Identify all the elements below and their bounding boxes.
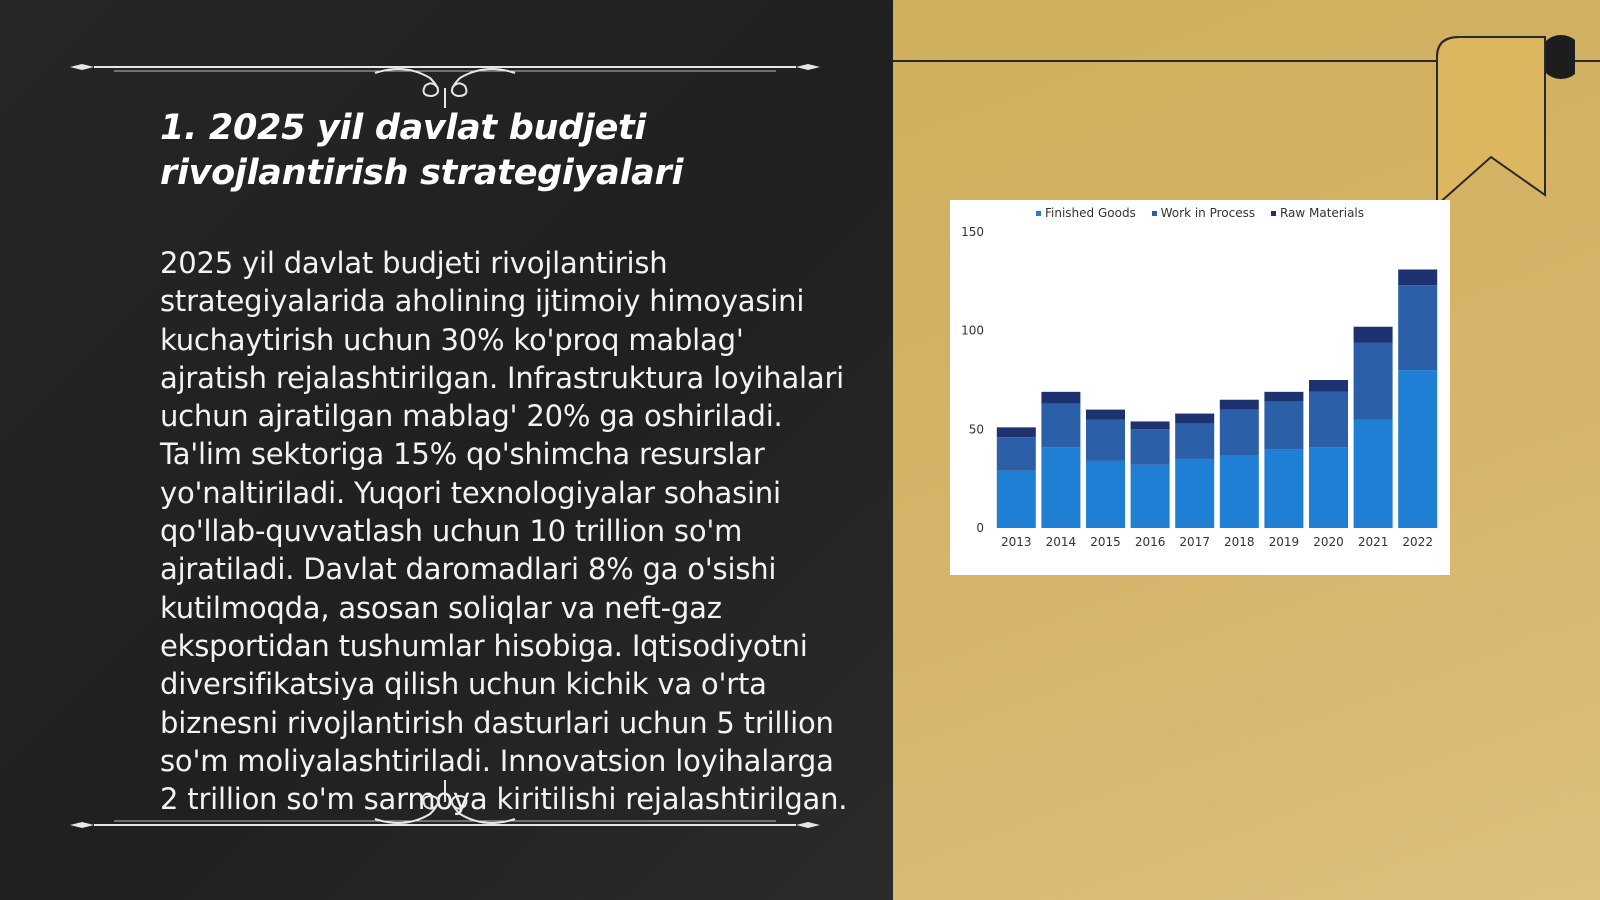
bar-segment-raw-materials-2018 <box>1220 400 1259 410</box>
bar-segment-raw-materials-2013 <box>997 427 1036 437</box>
bar-segment-work-in-process-2018 <box>1220 410 1259 455</box>
bar-segment-work-in-process-2013 <box>997 437 1036 471</box>
x-tick-label: 2022 <box>1402 535 1433 549</box>
bar-segment-finished-goods-2013 <box>997 471 1036 528</box>
bar-segment-work-in-process-2021 <box>1354 343 1393 420</box>
x-tick-label: 2017 <box>1179 535 1210 549</box>
bar-segment-work-in-process-2015 <box>1086 419 1125 460</box>
bar-segment-raw-materials-2014 <box>1041 392 1080 404</box>
bar-segment-raw-materials-2022 <box>1398 269 1437 285</box>
y-tick-label: 50 <box>968 422 984 437</box>
x-tick-label: 2013 <box>1001 535 1032 549</box>
bar-segment-raw-materials-2016 <box>1131 421 1170 429</box>
legend-item-raw-materials: Raw Materials <box>1271 206 1364 220</box>
bar-segment-work-in-process-2022 <box>1398 285 1437 370</box>
bar-segment-finished-goods-2014 <box>1041 447 1080 528</box>
slide-body-text: 2025 yil davlat budjeti rivojlantirish strategiyalarida aholining ijtimoiy himoyasini kuchaytirish uchun 30% ko'proq mablag' ajratish rejalashtirilgan. Infrastruktura loyihalari uchun ajratilgan mablag' 20% ga oshiriladi. Ta'lim sektoriga 15% qo'shimcha resurslar yo'naltiriladi. Yuqori texnologiyalar sohasini qo'llab-quvvatlash uchun 10 trillion so'm ajratiladi. Davlat daromadlari 8% ga o'sishi kutilmoqda, asosan soliqlar va neft-gaz eksportidan tushumlar hisobiga. Iqtisodiyotni diversifikatsiya qilish uchun kichik va o'rta biznesni rivojlantirish dasturlari uchun 5 trillion so'm moliyalashtiriladi. Innovatsion loyihalarga 2 trillion so'm sarmoya kiritilishi rejalashtirilgan. <box>160 246 848 817</box>
bar-segment-finished-goods-2015 <box>1086 461 1125 528</box>
bar-segment-raw-materials-2017 <box>1175 414 1214 424</box>
bottom-ornament <box>60 778 830 838</box>
bar-segment-finished-goods-2021 <box>1354 419 1393 528</box>
y-tick-label: 150 <box>961 225 984 239</box>
bar-segment-finished-goods-2020 <box>1309 447 1348 528</box>
bar-segment-finished-goods-2017 <box>1175 459 1214 528</box>
bar-segment-work-in-process-2016 <box>1131 429 1170 465</box>
bar-segment-finished-goods-2018 <box>1220 455 1259 528</box>
x-tick-label: 2020 <box>1313 535 1344 549</box>
legend-item-finished-goods: Finished Goods <box>1036 206 1136 220</box>
bar-segment-work-in-process-2019 <box>1264 402 1303 449</box>
inventory-chart <box>950 200 1450 575</box>
bar-segment-finished-goods-2016 <box>1131 465 1170 528</box>
x-tick-label: 2015 <box>1090 535 1121 549</box>
y-tick-label: 100 <box>961 323 984 338</box>
bar-segment-finished-goods-2022 <box>1398 370 1437 528</box>
slide-title: 1. 2025 yil davlat budjeti rivojlantirish strategiyalari <box>160 108 684 193</box>
x-tick-label: 2019 <box>1268 535 1300 549</box>
x-tick-label: 2014 <box>1045 535 1077 549</box>
bar-segment-work-in-process-2017 <box>1175 423 1214 459</box>
bar-segment-finished-goods-2019 <box>1264 449 1303 528</box>
bar-segment-raw-materials-2015 <box>1086 410 1125 420</box>
bar-segment-raw-materials-2019 <box>1264 392 1303 402</box>
y-tick-label: 0 <box>976 521 984 535</box>
bookmark-ribbon-icon <box>1425 35 1575 205</box>
bar-segment-work-in-process-2014 <box>1041 404 1080 447</box>
bar-segment-raw-materials-2020 <box>1309 380 1348 392</box>
chart-plot-area <box>950 200 1450 575</box>
x-tick-label: 2016 <box>1134 535 1166 549</box>
bar-segment-raw-materials-2021 <box>1354 327 1393 343</box>
x-tick-label: 2018 <box>1224 535 1255 549</box>
legend-item-work-in-process: Work in Process <box>1152 206 1255 220</box>
x-tick-label: 2021 <box>1357 535 1389 549</box>
bar-segment-work-in-process-2020 <box>1309 392 1348 447</box>
top-ornament <box>60 48 830 108</box>
